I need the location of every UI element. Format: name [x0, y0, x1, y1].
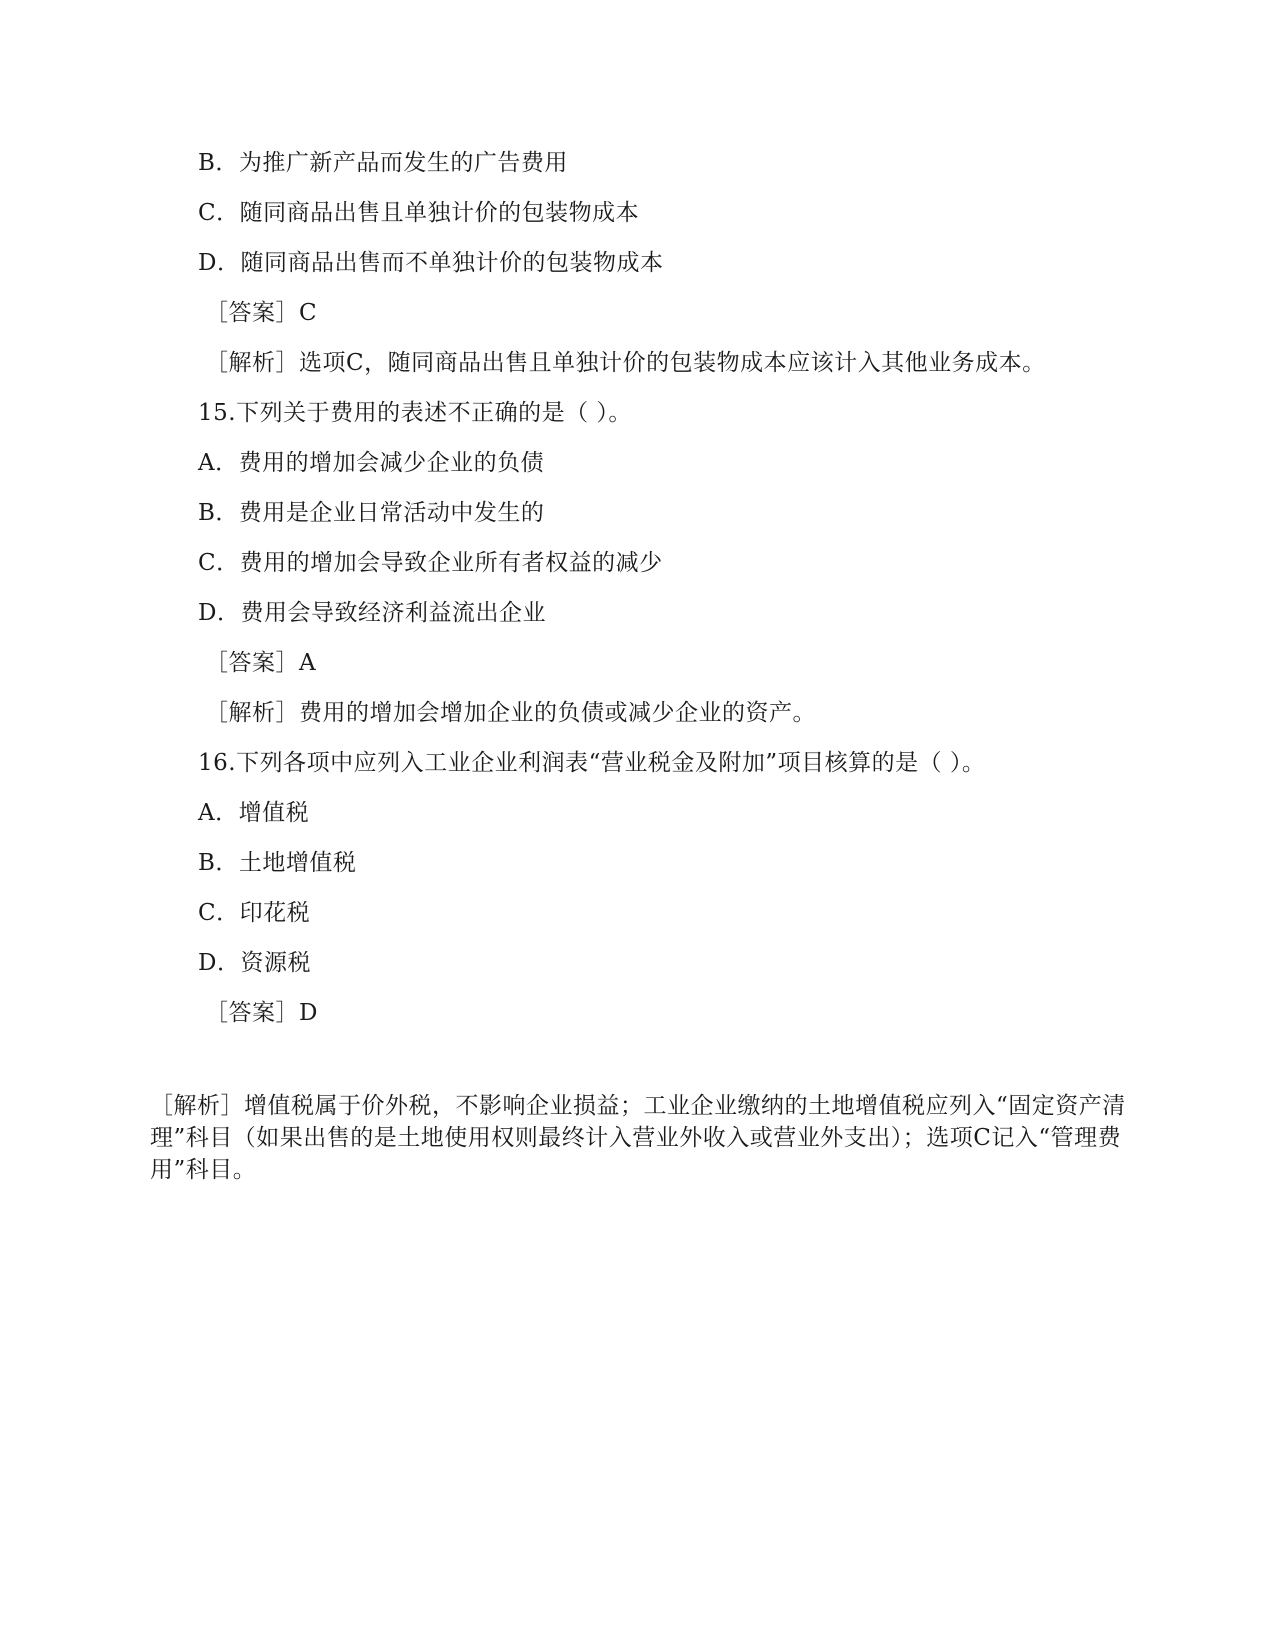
q16-answer: ［答案］D — [205, 1000, 318, 1026]
q16-option-c: C．印花税 — [198, 900, 311, 926]
q15-answer: ［答案］A — [205, 650, 317, 676]
q16-option-d: D．资源税 — [198, 950, 311, 976]
q15-question: 15.下列关于费用的表述不正确的是（ ）。 — [198, 400, 632, 426]
q16-option-a: A．增值税 — [198, 800, 310, 826]
q16-analysis: ［解析］增值税属于价外税，不影响企业损益；工业企业缴纳的土地增值税应列入“固定资产清理”科目（如果出售的是土地使用权则最终计入营业外收入或营业外支出）；选项C记入“管理费用”科目。 — [150, 1093, 1126, 1183]
q14-option-b: B．为推广新产品而发生的广告费用 — [198, 150, 568, 176]
q14-option-c: C．随同商品出售且单独计价的包装物成本 — [198, 200, 640, 226]
q15-option-a: A．费用的增加会减少企业的负债 — [198, 450, 545, 476]
q15-option-b: B．费用是企业日常活动中发生的 — [198, 500, 545, 526]
q16-question: 16.下列各项中应列入工业企业利润表“营业税金及附加”项目核算的是（ ）。 — [198, 750, 986, 776]
q16-option-b: B．土地增值税 — [198, 850, 357, 876]
q15-analysis: ［解析］费用的增加会增加企业的负债或减少企业的资产。 — [205, 700, 816, 726]
q14-analysis: ［解析］选项C，随同商品出售且单独计价的包装物成本应该计入其他业务成本。 — [205, 350, 1046, 376]
q14-option-d: D．随同商品出售而不单独计价的包装物成本 — [198, 250, 664, 276]
q15-option-d: D．费用会导致经济利益流出企业 — [198, 600, 546, 626]
q14-answer: ［答案］C — [205, 300, 318, 326]
q15-option-c: C．费用的增加会导致企业所有者权益的减少 — [198, 550, 663, 576]
